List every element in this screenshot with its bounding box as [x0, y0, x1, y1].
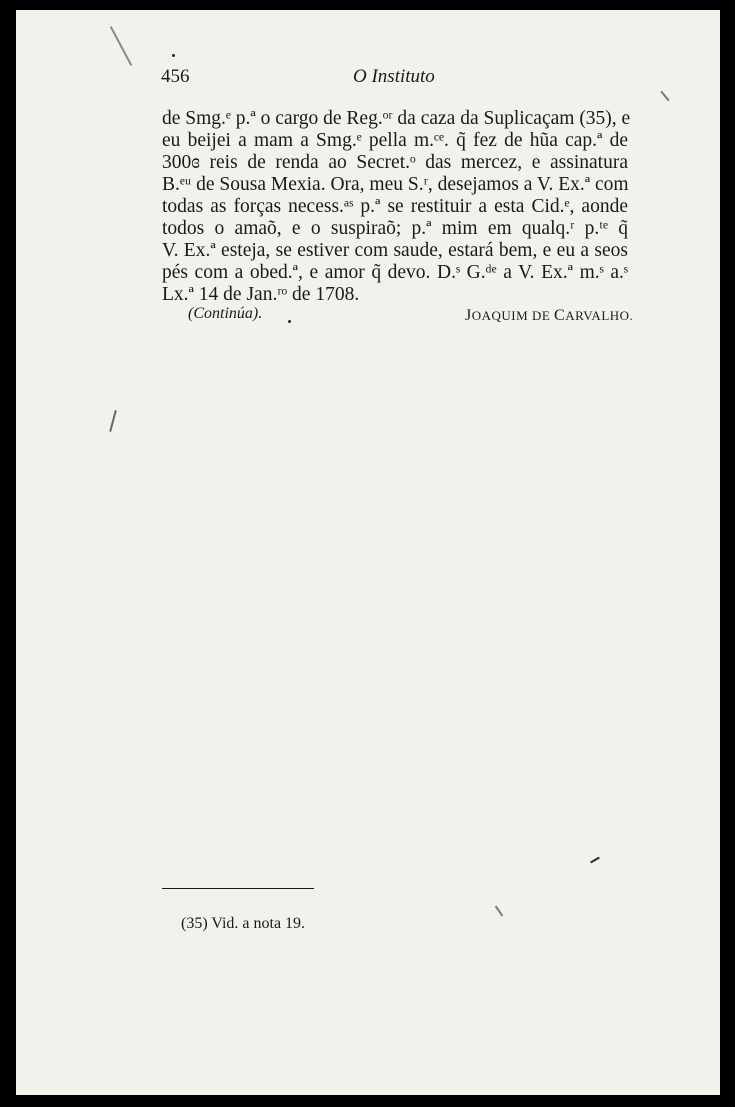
body-line: pés com a obed.ª, e amor q̃ devo. D.ˢ G.ᵈᵉ a V. Ex.ª m.ˢ a.ˢ	[162, 262, 628, 283]
page-number: 456	[161, 66, 190, 87]
continua-note: (Continúa).	[188, 305, 263, 322]
scan-speck	[590, 857, 600, 864]
body-line: B.ᵉᵘ de Sousa Mexia. Ora, meu S.ʳ, desejamos a V. Ex.ª com	[162, 174, 629, 195]
scan-speck	[110, 26, 132, 66]
scan-speck	[109, 410, 117, 432]
body-line: eu beijei a mam a Smg.ᵉ pella m.ᶜᵉ. q̃ fez de hũa cap.ª de	[162, 130, 628, 151]
scan-speck	[495, 906, 504, 917]
author-signature: JOAQUIM DE CARVALHO.	[465, 307, 634, 324]
footnote-rule	[162, 888, 314, 889]
body-line: 300ɞ reis de renda ao Secret.ᵒ das mercez, e assinatura	[162, 152, 628, 173]
scanned-page	[16, 10, 720, 1095]
body-line: Lx.ª 14 de Jan.ʳᵒ de 1708.	[162, 284, 360, 305]
body-line: de Smg.ᵉ p.ª o cargo de Reg.ᵒʳ da caza da Suplicaçam (35), e	[162, 108, 631, 129]
body-line: todas as forças necess.ᵃˢ p.ª se restituir a esta Cid.ᵉ, aonde	[162, 196, 628, 217]
scan-speck	[172, 54, 175, 57]
letter-body	[162, 108, 631, 306]
body-line: V. Ex.ª esteja, se estiver com saude, estará bem, e eu a seos	[162, 240, 628, 261]
page-header	[161, 66, 621, 96]
scan-speck	[288, 320, 291, 323]
body-line: todos o amaõ, e o suspiraõ; p.ª mim em qualq.ʳ p.ᵗᵉ q̃	[162, 218, 628, 239]
scan-speck	[660, 91, 669, 101]
running-title: O Instituto	[353, 66, 435, 87]
footnote: (35) Vid. a nota 19.	[181, 915, 306, 932]
